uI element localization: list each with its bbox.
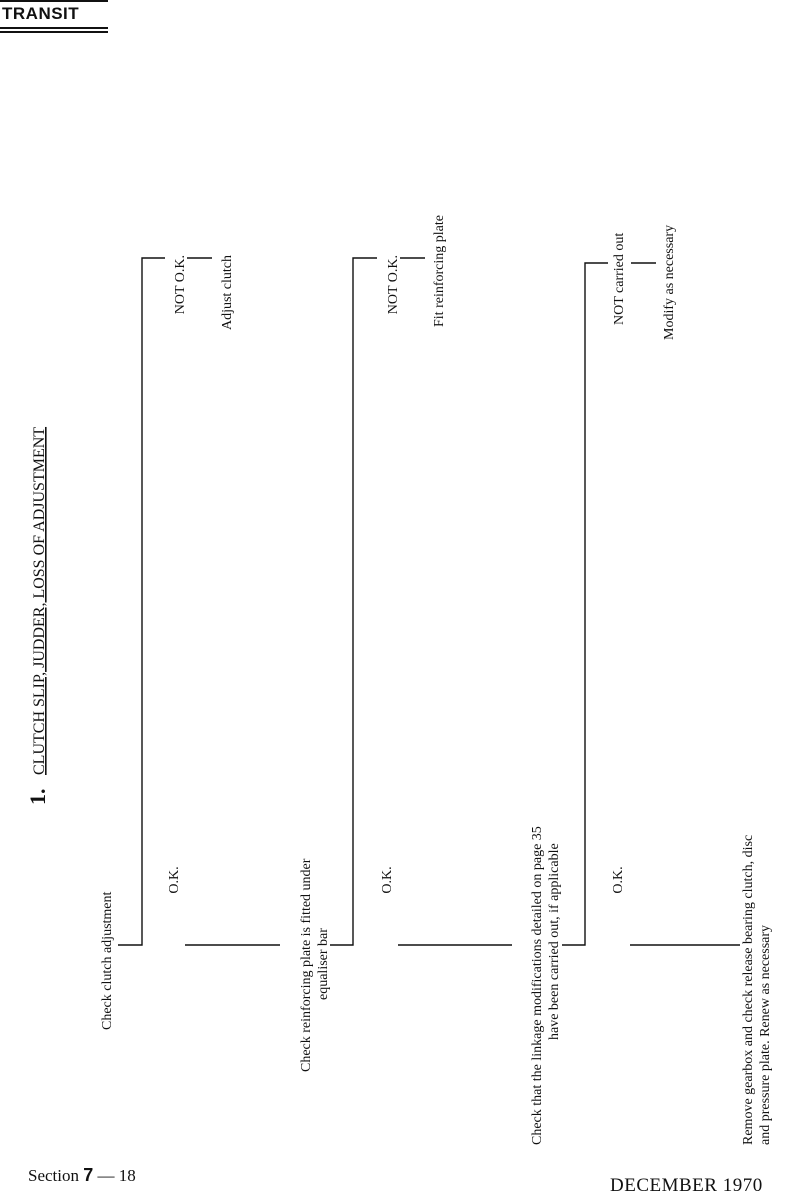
step-3-branch-line bbox=[562, 263, 608, 945]
final-step bbox=[741, 835, 773, 1145]
step-3-action: Modify as necessary bbox=[662, 224, 677, 340]
step-2-ok-label: O.K. bbox=[380, 866, 395, 894]
step-3-check-line-1: Check that the linkage modifications detailed on page 35 bbox=[530, 826, 545, 1145]
step-1-check: Check clutch adjustment bbox=[100, 891, 115, 1030]
step-2 bbox=[299, 215, 512, 1072]
step-2-action: Fit reinforcing plate bbox=[432, 215, 447, 327]
step-2-check-line-2: equaliser bar bbox=[316, 928, 331, 1000]
step-1 bbox=[100, 255, 280, 1030]
issue-date: DECEMBER 1970 bbox=[610, 1175, 763, 1196]
section-page: — 18 bbox=[97, 1166, 136, 1185]
title-text: CLUTCH SLIP, JUDDER, LOSS OF ADJUSTMENT bbox=[31, 426, 48, 775]
section-reference bbox=[28, 1165, 136, 1186]
brand-label: TRANSIT bbox=[2, 4, 80, 23]
step-2-not-label: NOT O.K. bbox=[386, 255, 401, 315]
step-1-not-label: NOT O.K. bbox=[173, 255, 188, 315]
title-number: 1. bbox=[25, 788, 50, 805]
step-1-ok-label: O.K. bbox=[167, 866, 182, 894]
step-1-branch-line bbox=[118, 258, 165, 945]
final-line-2: and pressure plate. Renew as necessary bbox=[758, 924, 773, 1145]
step-3-ok-label: O.K. bbox=[611, 866, 626, 894]
step-2-branch-line bbox=[330, 258, 377, 945]
section-prefix: Section bbox=[28, 1166, 79, 1185]
title-group bbox=[25, 427, 50, 805]
step-3-not-label: NOT carried out bbox=[612, 232, 627, 325]
final-line-1: Remove gearbox and check release bearing clutch, disc bbox=[741, 834, 756, 1145]
step-2-check-line-1: Check reinforcing plate is fitted under bbox=[299, 858, 314, 1072]
step-3-check-line-2: have been carried out, if applicable bbox=[547, 843, 562, 1040]
step-3 bbox=[530, 225, 740, 1145]
step-1-action: Adjust clutch bbox=[220, 255, 235, 331]
section-number: 7 bbox=[83, 1165, 94, 1185]
